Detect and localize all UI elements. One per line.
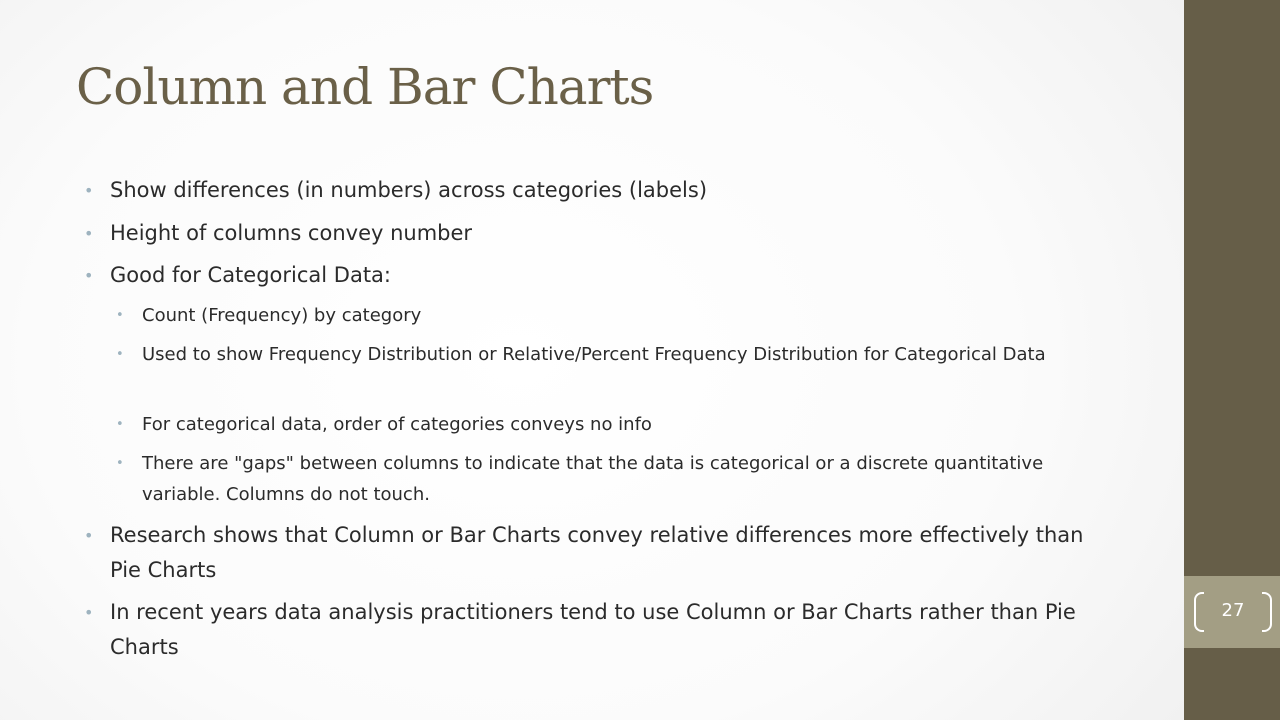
bullet-item xyxy=(84,595,1110,665)
sub-bullet-item xyxy=(116,409,1062,440)
bullet-text: Height of columns convey number xyxy=(110,221,473,245)
bullet-text: In recent years data analysis practitioners tend to use Column or Bar Charts rather than Pie Charts xyxy=(110,600,1076,659)
bullet-dot-icon: • xyxy=(84,266,94,285)
sub-bullet-dot-icon: • xyxy=(116,308,124,323)
bullet-item xyxy=(84,216,1110,251)
sub-bullet-text: There are "gaps" between columns to indicate that the data is categorical or a discrete quantitative variable. Columns do not touch. xyxy=(142,453,1044,505)
sub-bullet-item xyxy=(116,339,1062,370)
slide-title: Column and Bar Charts xyxy=(76,58,654,116)
page-number: 27 xyxy=(1221,600,1245,621)
bullet-item xyxy=(84,518,1110,588)
bullet-dot-icon: • xyxy=(84,181,94,200)
sub-bullet-item xyxy=(116,448,1062,510)
bullet-text: Show differences (in numbers) across categories (labels) xyxy=(110,178,708,202)
bullet-dot-icon: • xyxy=(84,526,94,545)
sub-bullet-dot-icon: • xyxy=(116,417,124,432)
bullet-item xyxy=(84,258,1110,293)
sub-bullet-text: Count (Frequency) by category xyxy=(142,305,422,326)
bullet-dot-icon: • xyxy=(84,224,94,243)
sub-bullet-dot-icon: • xyxy=(116,347,124,362)
bullet-text: Research shows that Column or Bar Charts convey relative differences more effectively than Pie Charts xyxy=(110,523,1084,582)
sub-bullet-text: Used to show Frequency Distribution or Relative/Percent Frequency Distribution for Categorical Data xyxy=(142,344,1046,365)
sub-bullet-text: For categorical data, order of categories conveys no info xyxy=(142,414,652,435)
sub-bullet-item xyxy=(116,300,1062,331)
bullet-dot-icon: • xyxy=(84,603,94,622)
bullet-text: Good for Categorical Data: xyxy=(110,263,391,287)
sub-bullet-dot-icon: • xyxy=(116,456,124,471)
bullet-item xyxy=(84,173,1110,208)
